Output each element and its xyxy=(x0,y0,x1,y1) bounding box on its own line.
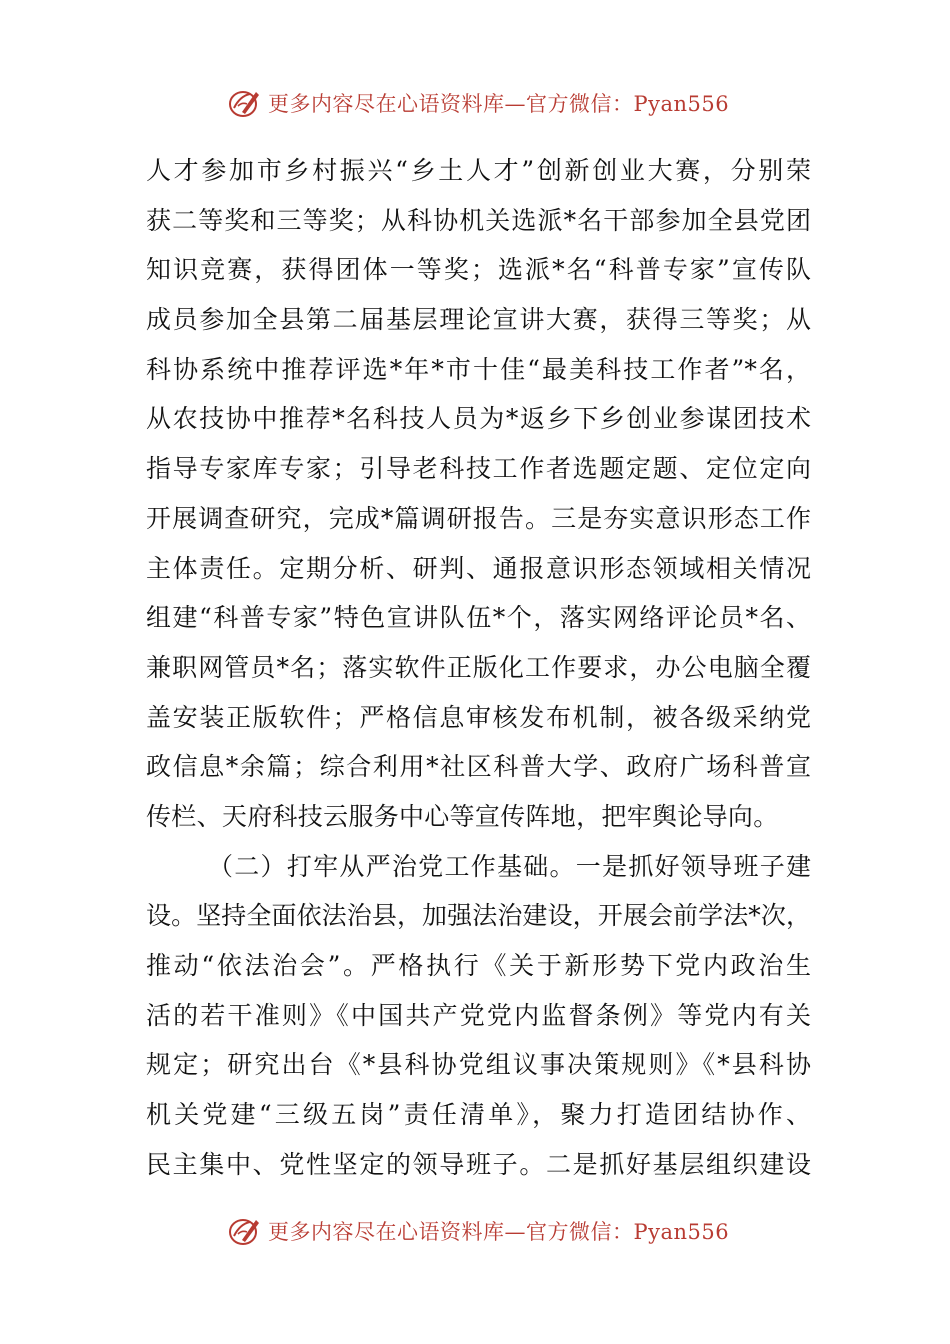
body-line: 获二等奖和三等奖；从科协机关选派*名干部参加全县党团 xyxy=(146,205,811,235)
body-line: 成员参加全县第二届基层理论宣讲大赛，获得三等奖；从 xyxy=(146,305,811,335)
body-line: 政信息*余篇；综合利用*社区科普大学、政府广场科普宣 xyxy=(146,752,811,782)
body-line: 盖安装正版软件；严格信息审核发布机制，被各级采纳党 xyxy=(146,702,811,732)
body-line: 规定；研究出台《*县科协党组议事决策规则》《*县科协 xyxy=(146,1050,811,1080)
header-banner-dash: — xyxy=(504,92,526,116)
body-line: 设。坚持全面依法治县，加强法治建设，开展会前学法*次， xyxy=(146,901,811,931)
body-line: 指导专家库专家；引导老科技工作者选题定题、定位定向 xyxy=(146,454,811,484)
body-line: 知识竞赛，获得团体一等奖；选派*名“科普专家”宣传队 xyxy=(146,255,811,285)
pen-nib-logo-icon xyxy=(228,1214,262,1248)
header-banner xyxy=(228,84,728,122)
document-body xyxy=(146,146,811,1189)
body-line: 机关党建“三级五岗”责任清单》，聚力打造团结协作、 xyxy=(146,1100,811,1130)
body-line: 兼职网管员*名；落实软件正版化工作要求，办公电脑全覆 xyxy=(146,652,811,682)
body-line: 开展调查研究，完成*篇调研报告。三是夯实意识形态工作 xyxy=(146,503,811,533)
header-banner-wx-label: 官方微信： xyxy=(526,92,634,116)
pen-nib-logo-icon xyxy=(228,86,262,120)
body-line: 活的若干准则》《中国共产党党内监督条例》等党内有关 xyxy=(146,1000,811,1030)
footer-banner-wx-label: 官方微信： xyxy=(526,1220,634,1244)
body-line: 组建“科普专家”特色宣讲队伍*个，落实网络评论员*名、 xyxy=(146,603,811,633)
footer-banner-wx-id: Pyan556 xyxy=(633,1220,730,1244)
footer-banner-text xyxy=(268,1216,729,1246)
footer-banner-main: 更多内容尽在心语资料库 xyxy=(268,1220,505,1244)
header-banner-text xyxy=(268,88,729,118)
header-banner-wx-id: Pyan556 xyxy=(633,92,730,116)
footer-banner xyxy=(228,1212,728,1250)
body-line: 科协系统中推荐评选*年*市十佳“最美科技工作者”*名， xyxy=(146,354,811,384)
section-heading-line: （二）打牢从严治党工作基础。一是抓好领导班子建 xyxy=(208,851,811,881)
body-line: 推动“依法治会”。严格执行《关于新形势下党内政治生 xyxy=(146,951,811,980)
body-line: 人才参加市乡村振兴“乡土人才”创新创业大赛，分别荣 xyxy=(146,156,811,185)
body-line: 传栏、天府科技云服务中心等宣传阵地，把牢舆论导向。 xyxy=(146,801,779,831)
footer-banner-dash: — xyxy=(504,1220,526,1244)
body-line: 民主集中、党性坚定的领导班子。二是抓好基层组织建设 xyxy=(146,1149,811,1179)
body-line: 从农技协中推荐*名科技人员为*返乡下乡创业参谋团技术 xyxy=(146,404,811,434)
body-line: 主体责任。定期分析、研判、通报意识形态领域相关情况 xyxy=(146,553,811,583)
header-banner-main: 更多内容尽在心语资料库 xyxy=(268,92,505,116)
